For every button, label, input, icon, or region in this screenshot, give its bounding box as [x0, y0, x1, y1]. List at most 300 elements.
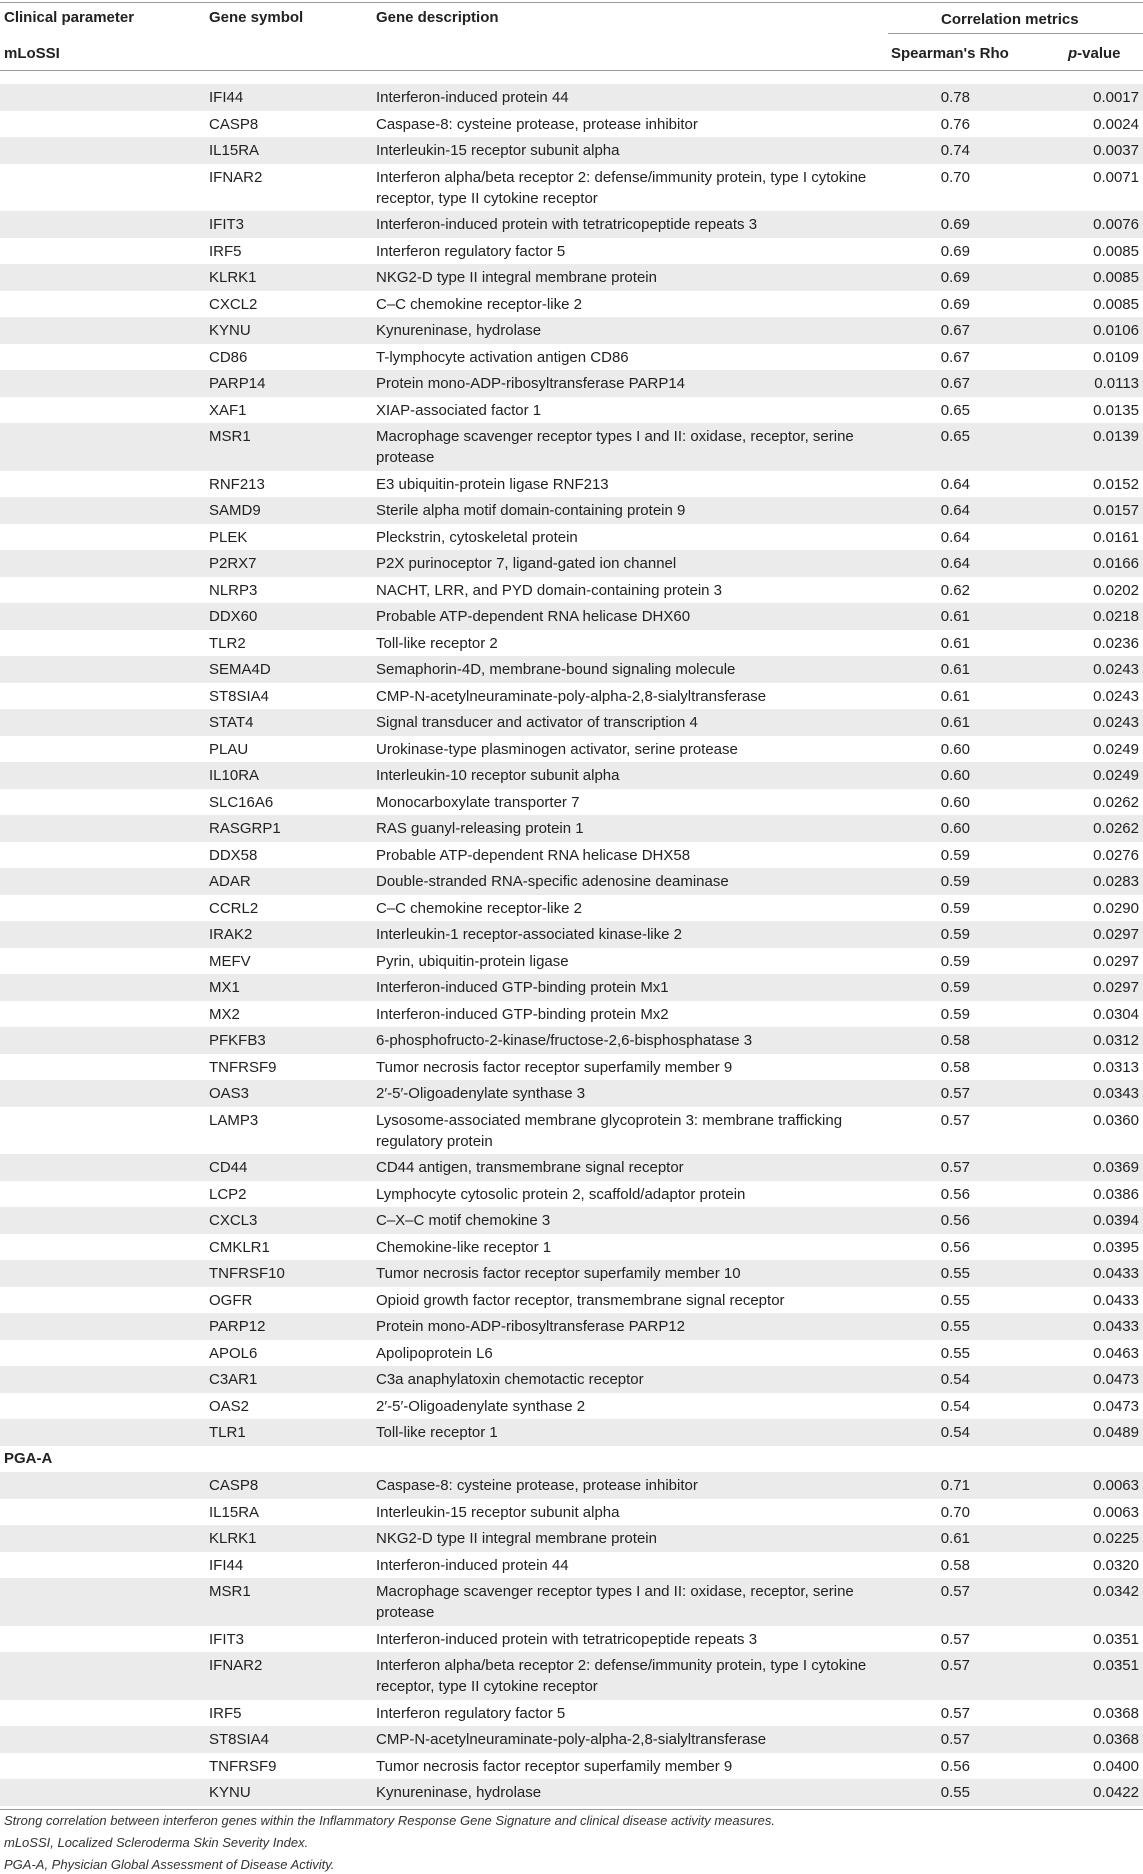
gene-description: 2′-5′-Oligoadenylate synthase 3: [376, 1085, 586, 1102]
p-value: 0.0394: [1093, 1212, 1139, 1229]
p-value: 0.0313: [1093, 1058, 1139, 1076]
gene-description: CD44 antigen, transmembrane signal receptor: [376, 1159, 684, 1176]
table-row: [0, 238, 1143, 265]
table-row: [0, 1652, 1143, 1700]
header-first-section: mLoSSI: [4, 45, 60, 62]
spearman-rho: 0.59: [940, 899, 970, 917]
spearman-rho: 0.64: [940, 528, 970, 546]
table-row: [0, 815, 1143, 842]
gene-description: Pyrin, ubiquitin-protein ligase: [376, 952, 569, 970]
gene-symbol: P2RX7: [209, 555, 257, 572]
table-row: [0, 656, 1143, 683]
table-row: [0, 1472, 1143, 1499]
table-row: [0, 1260, 1143, 1287]
p-value: 0.0351: [1093, 1657, 1139, 1674]
spearman-rho: 0.70: [940, 1503, 970, 1521]
p-value: 0.0433: [1093, 1318, 1139, 1335]
gene-symbol: TNFRSF9: [209, 1757, 277, 1775]
p-value: 0.0243: [1093, 714, 1139, 731]
p-value: 0.0400: [1093, 1757, 1139, 1775]
p-value: 0.0262: [1093, 793, 1139, 811]
table-row: [0, 1154, 1143, 1181]
p-value: 0.0290: [1093, 899, 1139, 917]
p-value: 0.0139: [1093, 428, 1139, 445]
gene-description: 2′-5′-Oligoadenylate synthase 2: [376, 1397, 586, 1415]
gene-symbol: PLEK: [209, 528, 248, 546]
gene-symbol: CCRL2: [209, 899, 259, 917]
gene-description: Interleukin-15 receptor subunit alpha: [376, 142, 620, 159]
p-value: 0.0249: [1093, 767, 1139, 784]
p-value: 0.0433: [1093, 1291, 1139, 1309]
gene-symbol: OGFR: [209, 1291, 253, 1309]
gene-symbol: SEMA4D: [209, 661, 271, 678]
p-value: 0.0135: [1093, 401, 1139, 419]
table-row: [0, 264, 1143, 291]
gene-symbol: SLC16A6: [209, 793, 274, 811]
spearman-rho: 0.65: [940, 401, 970, 419]
gene-description: T-lymphocyte activation antigen CD86: [376, 348, 629, 366]
gene-description: Probable ATP-dependent RNA helicase DHX58: [376, 846, 691, 864]
table-row: [0, 1340, 1143, 1367]
gene-description: Chemokine-like receptor 1: [376, 1238, 552, 1256]
table-row: [0, 423, 1143, 471]
p-value: 0.0422: [1093, 1784, 1139, 1801]
p-value: 0.0113: [1094, 375, 1139, 392]
table-row: [0, 1107, 1143, 1155]
gene-description: Macrophage scavenger receptor types I and II: oxidase, receptor, serine protease: [376, 1583, 854, 1621]
spearman-rho: 0.62: [940, 581, 970, 599]
p-value: 0.0157: [1093, 502, 1139, 519]
table-row: [0, 1552, 1143, 1579]
gene-description: Interferon regulatory factor 5: [376, 242, 566, 260]
table-row: [0, 789, 1143, 816]
table-row: [0, 1499, 1143, 1526]
spearman-rho: 0.57: [940, 1111, 970, 1129]
p-value: 0.0109: [1093, 348, 1139, 366]
gene-description: Monocarboxylate transporter 7: [376, 793, 580, 811]
header-spearman: Spearman's Rho: [891, 45, 1009, 62]
table-row: [0, 1234, 1143, 1261]
gene-description: Opioid growth factor receptor, transmembrane signal receptor: [376, 1291, 785, 1309]
gene-symbol: OAS2: [209, 1397, 250, 1415]
p-value: 0.0063: [1093, 1477, 1139, 1494]
spearman-rho: 0.59: [940, 926, 970, 943]
spearman-rho: 0.55: [940, 1265, 970, 1282]
gene-description: E3 ubiquitin-protein ligase RNF213: [376, 475, 609, 493]
gene-description: Tumor necrosis factor receptor superfamily member 9: [376, 1757, 733, 1775]
table-row: [0, 868, 1143, 895]
spearman-rho: 0.67: [940, 348, 970, 366]
spearman-rho: 0.55: [940, 1344, 970, 1362]
table-row: [0, 344, 1143, 371]
spearman-rho: 0.61: [940, 714, 970, 731]
gene-description: Interferon alpha/beta receptor 2: defense/immunity protein, type I cytokine receptor, type II cytokine receptor: [376, 168, 867, 207]
p-value: 0.0024: [1093, 115, 1139, 133]
footnote-1: Strong correlation between interferon genes within the Inflammatory Response Gene Signature and clinical disease activity measures.: [4, 1813, 776, 1828]
table-row: [0, 1726, 1143, 1753]
gene-description: Interleukin-1 receptor-associated kinase-like 2: [376, 926, 682, 943]
table-row: [0, 1054, 1143, 1081]
gene-symbol: IFIT3: [209, 216, 245, 233]
gene-description: Kynureninase, hydrolase: [376, 322, 542, 339]
gene-description: Protein mono-ADP-ribosyltransferase PARP12: [376, 1318, 686, 1335]
p-value: 0.0343: [1093, 1085, 1139, 1102]
gene-description: Double-stranded RNA-specific adenosine deaminase: [376, 873, 729, 890]
gene-symbol: IL10RA: [209, 767, 260, 784]
spearman-rho: 0.59: [940, 979, 970, 996]
gene-description: C3a anaphylatoxin chemotactic receptor: [376, 1371, 644, 1388]
spearman-rho: 0.64: [940, 555, 970, 572]
table-row: [0, 1080, 1143, 1107]
spearman-rho: 0.61: [940, 687, 970, 705]
gene-symbol: IFIT3: [209, 1630, 245, 1648]
gene-symbol: ADAR: [209, 873, 251, 890]
spearman-rho: 0.60: [940, 793, 970, 811]
p-value: 0.0297: [1093, 952, 1139, 970]
section-label: PGA-A: [4, 1449, 53, 1467]
gene-symbol: APOL6: [209, 1344, 258, 1362]
table-row: [0, 921, 1143, 948]
gene-symbol: KLRK1: [209, 269, 257, 286]
gene-symbol: DDX58: [209, 846, 258, 864]
p-value: 0.0017: [1093, 89, 1139, 106]
gene-description: CMP-N-acetylneuraminate-poly-alpha-2,8-sialyltransferase: [376, 1731, 767, 1748]
spearman-rho: 0.74: [940, 142, 970, 159]
gene-description: P2X purinoceptor 7, ligand-gated ion channel: [376, 555, 677, 572]
gene-symbol: CASP8: [209, 115, 259, 133]
spearman-rho: 0.69: [940, 242, 970, 260]
spearman-rho: 0.61: [940, 661, 970, 678]
spearman-rho: 0.64: [940, 502, 970, 519]
gene-description: Macrophage scavenger receptor types I and II: oxidase, receptor, serine protease: [376, 428, 854, 466]
gene-description: NKG2-D type II integral membrane protein: [376, 1530, 657, 1547]
gene-symbol: MX2: [209, 1005, 240, 1023]
spearman-rho: 0.70: [940, 168, 970, 186]
table-row: [0, 1578, 1143, 1626]
gene-symbol: TLR2: [209, 634, 246, 652]
table-row: [0, 709, 1143, 736]
table-row: [0, 550, 1143, 577]
gene-symbol: CXCL2: [209, 295, 258, 313]
p-value: 0.0063: [1093, 1503, 1139, 1521]
spearman-rho: 0.67: [940, 322, 970, 339]
spearman-rho: 0.60: [940, 740, 970, 758]
spearman-rho: 0.71: [940, 1477, 970, 1494]
gene-description: Semaphorin-4D, membrane-bound signaling molecule: [376, 661, 736, 678]
gene-symbol: IFNAR2: [209, 168, 263, 186]
gene-description: Interleukin-15 receptor subunit alpha: [376, 1503, 620, 1521]
gene-symbol: MEFV: [209, 952, 251, 970]
gene-description: Caspase-8: cysteine protease, protease inhibitor: [376, 115, 698, 133]
header-rule: [0, 70, 1143, 71]
p-value: 0.0386: [1093, 1185, 1139, 1203]
table-row: [0, 524, 1143, 551]
gene-symbol: IFI44: [209, 89, 244, 106]
gene-description: Tumor necrosis factor receptor superfamily member 10: [376, 1265, 741, 1282]
gene-description: Signal transducer and activator of transcription 4: [376, 714, 698, 731]
spearman-rho: 0.60: [940, 767, 970, 784]
table-row: [0, 1001, 1143, 1028]
spearman-rho: 0.59: [940, 1005, 970, 1023]
gene-description: Sterile alpha motif domain-containing protein 9: [376, 502, 686, 519]
gene-symbol: PARP14: [209, 375, 266, 392]
gene-description: Lymphocyte cytosolic protein 2, scaffold/adaptor protein: [376, 1185, 746, 1203]
spearman-rho: 0.59: [940, 846, 970, 864]
gene-symbol: CMKLR1: [209, 1238, 270, 1256]
gene-description: C–C chemokine receptor-like 2: [376, 295, 582, 313]
spearman-rho: 0.57: [940, 1657, 970, 1674]
header-clinical-parameter: Clinical parameter: [4, 9, 135, 26]
p-value: 0.0152: [1093, 475, 1139, 493]
spearman-rho: 0.56: [940, 1238, 970, 1256]
gene-symbol: TNFRSF9: [209, 1058, 277, 1076]
gene-symbol: TLR1: [209, 1424, 246, 1441]
table-row: [0, 84, 1143, 111]
gene-symbol: CD86: [209, 348, 248, 366]
table-row: [0, 291, 1143, 318]
spearman-rho: 0.57: [940, 1704, 970, 1722]
table-row: [0, 1753, 1143, 1780]
gene-description: Caspase-8: cysteine protease, protease inhibitor: [376, 1477, 698, 1494]
gene-symbol: CXCL3: [209, 1212, 258, 1229]
table-row: [0, 948, 1143, 975]
table-row: [0, 1313, 1143, 1340]
gene-description: Interferon-induced protein 44: [376, 89, 569, 106]
gene-description: RAS guanyl-releasing protein 1: [376, 820, 584, 837]
gene-symbol: IL15RA: [209, 142, 260, 159]
spearman-rho: 0.61: [940, 1530, 970, 1547]
spearman-rho: 0.57: [940, 1085, 970, 1102]
spearman-rho: 0.58: [940, 1556, 970, 1574]
spearman-rho: 0.54: [940, 1371, 970, 1388]
gene-symbol: PLAU: [209, 740, 249, 758]
table-row: [0, 471, 1143, 498]
gene-symbol: MSR1: [209, 1583, 251, 1600]
p-value: 0.0106: [1093, 322, 1139, 339]
p-value: 0.0225: [1093, 1530, 1139, 1547]
p-value: 0.0360: [1093, 1111, 1139, 1129]
spearman-rho: 0.55: [940, 1784, 970, 1801]
gene-description: Toll-like receptor 1: [376, 1424, 498, 1441]
spearman-rho: 0.57: [940, 1630, 970, 1648]
gene-symbol: CD44: [209, 1159, 248, 1176]
table-row: [0, 1181, 1143, 1208]
p-value: 0.0312: [1093, 1032, 1139, 1049]
table-row: [0, 603, 1143, 630]
p-value: 0.0283: [1093, 873, 1139, 890]
p-value: 0.0071: [1093, 168, 1139, 186]
p-value: 0.0297: [1093, 926, 1139, 943]
p-italic: p: [1068, 45, 1078, 62]
footnote-3: PGA-A, Physician Global Assessment of Disease Activity.: [4, 1857, 335, 1872]
spearman-rho: 0.59: [940, 952, 970, 970]
gene-symbol: DDX60: [209, 608, 258, 625]
gene-description: Urokinase-type plasminogen activator, serine protease: [376, 740, 738, 758]
spearman-rho: 0.60: [940, 820, 970, 837]
p-value: 0.0433: [1093, 1265, 1139, 1282]
gene-description: Interleukin-10 receptor subunit alpha: [376, 767, 620, 784]
spearman-rho: 0.65: [940, 428, 970, 445]
metrics-rule: [888, 33, 1143, 34]
spearman-rho: 0.61: [940, 634, 970, 652]
gene-description: C–C chemokine receptor-like 2: [376, 899, 582, 917]
header-correlation-metrics: Correlation metrics: [941, 11, 1079, 28]
gene-symbol: OAS3: [209, 1085, 250, 1102]
gene-description: Tumor necrosis factor receptor superfamily member 9: [376, 1058, 733, 1076]
gene-description: NKG2-D type II integral membrane protein: [376, 269, 657, 286]
p-value: 0.0218: [1093, 608, 1139, 625]
p-value: 0.0463: [1093, 1344, 1139, 1362]
p-value: 0.0368: [1093, 1704, 1139, 1722]
p-value: 0.0276: [1093, 846, 1139, 864]
gene-description: Interferon regulatory factor 5: [376, 1704, 566, 1722]
gene-description: Pleckstrin, cytoskeletal protein: [376, 528, 578, 546]
gene-description: Apolipoprotein L6: [376, 1344, 493, 1362]
header-gene-symbol: Gene symbol: [209, 9, 304, 26]
gene-symbol: PARP12: [209, 1318, 266, 1335]
p-value: 0.0202: [1093, 581, 1139, 599]
p-value: 0.0369: [1093, 1159, 1139, 1176]
p-value: 0.0037: [1093, 142, 1139, 159]
spearman-rho: 0.59: [940, 873, 970, 890]
p-value: 0.0161: [1093, 528, 1139, 546]
table-row: [0, 1700, 1143, 1727]
table-row: [0, 895, 1143, 922]
gene-symbol: TNFRSF10: [209, 1265, 285, 1282]
p-value: 0.0297: [1093, 979, 1139, 996]
p-value: 0.0473: [1093, 1397, 1139, 1415]
table-row: [0, 1419, 1143, 1446]
gene-symbol: C3AR1: [209, 1371, 258, 1388]
gene-description: Interferon-induced protein 44: [376, 1556, 569, 1574]
spearman-rho: 0.61: [940, 608, 970, 625]
gene-symbol: IRF5: [209, 242, 242, 260]
spearman-rho: 0.78: [940, 89, 970, 106]
gene-description: Probable ATP-dependent RNA helicase DHX60: [376, 608, 691, 625]
gene-description: CMP-N-acetylneuraminate-poly-alpha-2,8-sialyltransferase: [376, 687, 767, 705]
table-row: [0, 1525, 1143, 1552]
gene-symbol: RASGRP1: [209, 820, 281, 837]
p-value: 0.0085: [1093, 269, 1139, 286]
spearman-rho: 0.55: [940, 1318, 970, 1335]
spearman-rho: 0.57: [940, 1731, 970, 1748]
gene-description: Lysosome-associated membrane glycoprotein 3: membrane trafficking regulatory protein: [376, 1111, 843, 1150]
header-gene-description: Gene description: [376, 9, 499, 26]
spearman-rho: 0.58: [940, 1032, 970, 1049]
table-row: [0, 211, 1143, 238]
gene-symbol: LCP2: [209, 1185, 247, 1203]
gene-description: Kynureninase, hydrolase: [376, 1784, 542, 1801]
gene-symbol: XAF1: [209, 401, 247, 419]
gene-symbol: KLRK1: [209, 1530, 257, 1547]
table-row: [0, 137, 1143, 164]
spearman-rho: 0.69: [940, 269, 970, 286]
p-value: 0.0085: [1093, 295, 1139, 313]
p-value: 0.0342: [1093, 1583, 1139, 1600]
table-row: [0, 1393, 1143, 1420]
spearman-rho: 0.54: [940, 1424, 970, 1441]
table-row: [0, 1027, 1143, 1054]
table-row: [0, 1207, 1143, 1234]
gene-description: Interferon-induced GTP-binding protein Mx2: [376, 1005, 669, 1023]
p-value: 0.0473: [1093, 1371, 1139, 1388]
table-row: [0, 370, 1143, 397]
p-value: 0.0262: [1093, 820, 1139, 837]
table-row: [0, 974, 1143, 1001]
p-value: 0.0320: [1093, 1556, 1139, 1574]
table-row: [0, 1366, 1143, 1393]
bottom-rule: [0, 1809, 1143, 1810]
gene-symbol: KYNU: [209, 322, 251, 339]
gene-symbol: SAMD9: [209, 502, 261, 519]
gene-symbol: IL15RA: [209, 1503, 260, 1521]
gene-symbol: STAT4: [209, 714, 254, 731]
spearman-rho: 0.69: [940, 216, 970, 233]
spearman-rho: 0.56: [940, 1757, 970, 1775]
gene-description: 6-phosphofructo-2-kinase/fructose-2,6-bisphosphatase 3: [376, 1032, 753, 1049]
gene-symbol: ST8SIA4: [209, 1731, 270, 1748]
footnote-2: mLoSSI, Localized Scleroderma Skin Severity Index.: [4, 1835, 309, 1850]
gene-symbol: IFI44: [209, 1556, 244, 1574]
spearman-rho: 0.76: [940, 115, 970, 133]
gene-symbol: NLRP3: [209, 581, 258, 599]
table-row: [0, 317, 1143, 344]
p-value: 0.0489: [1093, 1424, 1139, 1441]
table-row: [0, 111, 1143, 138]
table-row: [0, 1287, 1143, 1314]
table-row: [0, 164, 1143, 212]
gene-description: Interferon-induced protein with tetratricopeptide repeats 3: [376, 216, 758, 233]
table-row: [0, 762, 1143, 789]
p-value: 0.0243: [1093, 661, 1139, 678]
header-p-value: [1068, 44, 1121, 64]
gene-symbol: MX1: [209, 979, 240, 996]
p-value: 0.0351: [1093, 1630, 1139, 1648]
spearman-rho: 0.55: [940, 1291, 970, 1309]
gene-symbol: IFNAR2: [209, 1657, 263, 1674]
spearman-rho: 0.56: [940, 1212, 970, 1229]
gene-symbol: IRAK2: [209, 926, 253, 943]
gene-description: C–X–C motif chemokine 3: [376, 1212, 551, 1229]
p-suffix: -value: [1077, 45, 1121, 62]
table-row: [0, 497, 1143, 524]
table-row: [0, 736, 1143, 763]
gene-symbol: IRF5: [209, 1704, 242, 1722]
spearman-rho: 0.54: [940, 1397, 970, 1415]
gene-description: Toll-like receptor 2: [376, 634, 498, 652]
p-value: 0.0243: [1093, 687, 1139, 705]
spearman-rho: 0.67: [940, 375, 970, 392]
gene-description: Interferon-induced GTP-binding protein Mx1: [376, 979, 669, 996]
table-row: [0, 842, 1143, 869]
gene-symbol: CASP8: [209, 1477, 259, 1494]
p-value: 0.0076: [1093, 216, 1139, 233]
table-row: [0, 1779, 1143, 1806]
p-value: 0.0368: [1093, 1731, 1139, 1748]
table-row: [0, 683, 1143, 710]
spearman-rho: 0.64: [940, 475, 970, 493]
p-value: 0.0249: [1093, 740, 1139, 758]
p-value: 0.0304: [1093, 1005, 1139, 1023]
gene-symbol: MSR1: [209, 428, 251, 445]
gene-symbol: RNF213: [209, 475, 265, 493]
gene-description: Interferon alpha/beta receptor 2: defense/immunity protein, type I cytokine receptor, type II cytokine receptor: [376, 1657, 867, 1695]
table-row: [0, 1626, 1143, 1653]
spearman-rho: 0.56: [940, 1185, 970, 1203]
gene-symbol: PFKFB3: [209, 1032, 266, 1049]
gene-description: XIAP-associated factor 1: [376, 401, 542, 419]
p-value: 0.0085: [1093, 242, 1139, 260]
